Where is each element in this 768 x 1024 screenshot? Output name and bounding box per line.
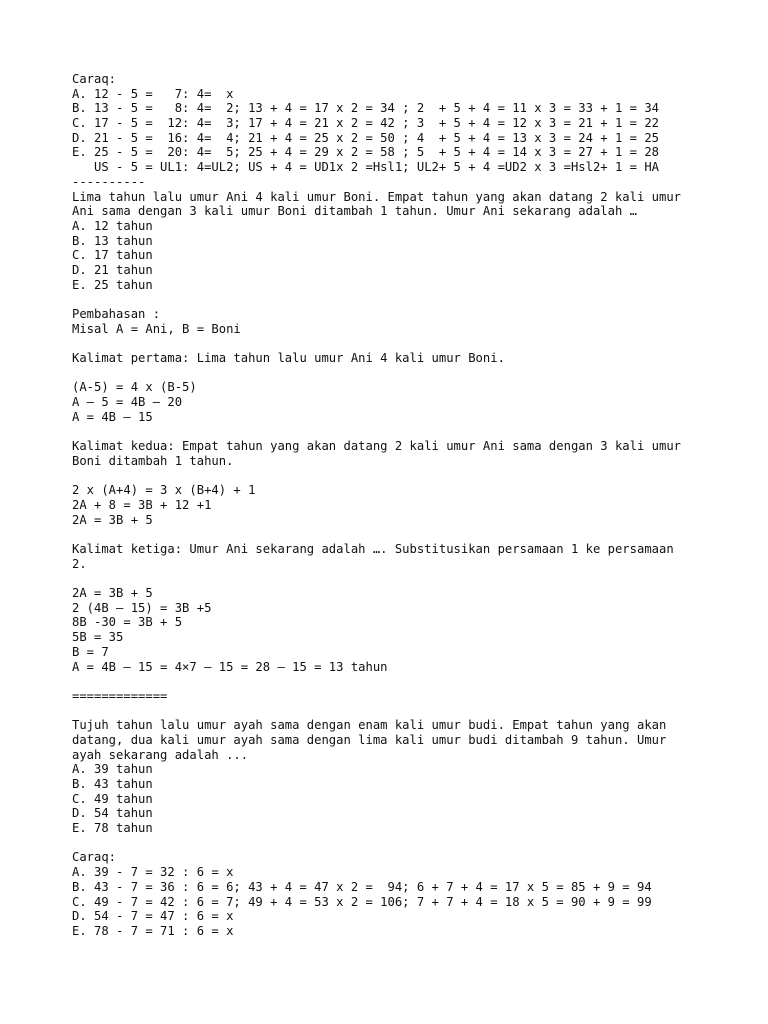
text-line: ayah sekarang adalah ...: [72, 747, 249, 762]
text-line: E. 78 - 7 = 71 : 6 = x: [72, 923, 234, 938]
text-line: Caraq:: [72, 850, 117, 865]
text-line: 2 (4B – 15) = 3B +5: [72, 600, 212, 615]
text-line: C. 49 tahun: [72, 791, 153, 806]
text-line: A – 5 = 4B – 20: [72, 395, 183, 410]
text-line: D. 21 - 5 = 16: 4= 4; 21 + 4 = 25 x 2 = 50 ; 4 + 5 + 4 = 13 x 3 = 24 + 1 = 25: [72, 130, 659, 145]
text-line: B. 13 tahun: [72, 233, 153, 248]
text-line: C. 17 tahun: [72, 248, 153, 263]
text-line: US - 5 = UL1: 4=UL2; US + 4 = UD1x 2 =Hsl1; UL2+ 5 + 4 =UD2 x 3 =Hsl2+ 1 = HA: [72, 160, 659, 175]
blank-line: [72, 425, 752, 440]
blank-line: [72, 704, 752, 719]
blank-line: [72, 292, 752, 307]
text-line: 2A = 3B + 5: [72, 512, 153, 527]
text-line: B. 43 tahun: [72, 777, 153, 791]
text-line: 2.: [72, 556, 87, 571]
text-line: 2A + 8 = 3B + 12 +1: [72, 497, 212, 512]
text-line: B. 43 - 7 = 36 : 6 = 6; 43 + 4 = 47 x 2 = 94; 6 + 7 + 4 = 17 x 5 = 85 + 9 = 94: [72, 879, 652, 894]
text-line: Kalimat pertama: Lima tahun lalu umur Ani 4 kali umur Boni.: [72, 351, 505, 366]
text-line: 5B = 35: [72, 630, 124, 645]
blank-line: [72, 836, 752, 851]
text-line: D. 54 tahun: [72, 806, 153, 821]
text-line: D. 21 tahun: [72, 262, 153, 277]
text-line: Lima tahun lalu umur Ani 4 kali umur Boni. Empat tahun yang akan datang 2 kali umur: [72, 189, 682, 204]
text-line: A = 4B – 15: [72, 409, 153, 424]
blank-line: [72, 527, 752, 542]
text-line: E. 78 tahun: [72, 821, 153, 836]
blank-line: [72, 366, 752, 381]
text-line: E. 25 tahun: [72, 277, 153, 292]
text-line: Boni ditambah 1 tahun.: [72, 453, 234, 468]
text-line: D. 54 - 7 = 47 : 6 = x: [72, 909, 234, 924]
blank-line: [72, 336, 752, 351]
text-line: B = 7: [72, 644, 109, 659]
document-body: [72, 72, 752, 939]
text-line: A. 39 tahun: [72, 762, 153, 777]
text-line: Tujuh tahun lalu umur ayah sama dengan enam kali umur budi. Empat tahun yang akan: [72, 718, 667, 733]
text-line: =============: [72, 688, 168, 703]
text-line: E. 25 - 5 = 20: 4= 5; 25 + 4 = 29 x 2 = 58 ; 5 + 5 + 4 = 14 x 3 = 27 + 1 = 28: [72, 145, 659, 160]
text-line: Kalimat ketiga: Umur Ani sekarang adalah …. Substitusikan persamaan 1 ke persamaan: [72, 542, 674, 556]
text-line: Ani sama dengan 3 kali umur Boni ditambah 1 tahun. Umur Ani sekarang adalah …: [72, 204, 637, 219]
text-line: 2 x (A+4) = 3 x (B+4) + 1: [72, 483, 256, 498]
text-line: A. 12 tahun: [72, 218, 153, 233]
text-line: A. 39 - 7 = 32 : 6 = x: [72, 865, 234, 880]
text-line: Caraq:: [72, 72, 117, 86]
text-line: 2A = 3B + 5: [72, 586, 153, 601]
text-line: B. 13 - 5 = 8: 4= 2; 13 + 4 = 17 x 2 = 34 ; 2 + 5 + 4 = 11 x 3 = 33 + 1 = 34: [72, 101, 659, 116]
text-line: A = 4B – 15 = 4×7 – 15 = 28 – 15 = 13 tahun: [72, 659, 388, 674]
text-line: C. 49 - 7 = 42 : 6 = 7; 49 + 4 = 53 x 2 = 106; 7 + 7 + 4 = 18 x 5 = 90 + 9 = 99: [72, 894, 652, 909]
text-line: A. 12 - 5 = 7: 4= x: [72, 86, 234, 101]
text-line: (A-5) = 4 x (B-5): [72, 380, 197, 395]
text-line: datang, dua kali umur ayah sama dengan lima kali umur budi ditambah 9 tahun. Umur: [72, 732, 667, 747]
text-line: 8B -30 = 3B + 5: [72, 615, 183, 630]
blank-line: [72, 469, 752, 484]
text-line: Kalimat kedua: Empat tahun yang akan datang 2 kali umur Ani sama dengan 3 kali umur: [72, 439, 682, 454]
blank-line: [72, 571, 752, 586]
text-line: Misal A = Ani, B = Boni: [72, 321, 241, 336]
text-line: ----------: [72, 174, 146, 189]
text-line: C. 17 - 5 = 12: 4= 3; 17 + 4 = 21 x 2 = 42 ; 3 + 5 + 4 = 12 x 3 = 21 + 1 = 22: [72, 116, 659, 131]
blank-line: [72, 674, 752, 689]
text-line: Pembahasan :: [72, 307, 161, 321]
